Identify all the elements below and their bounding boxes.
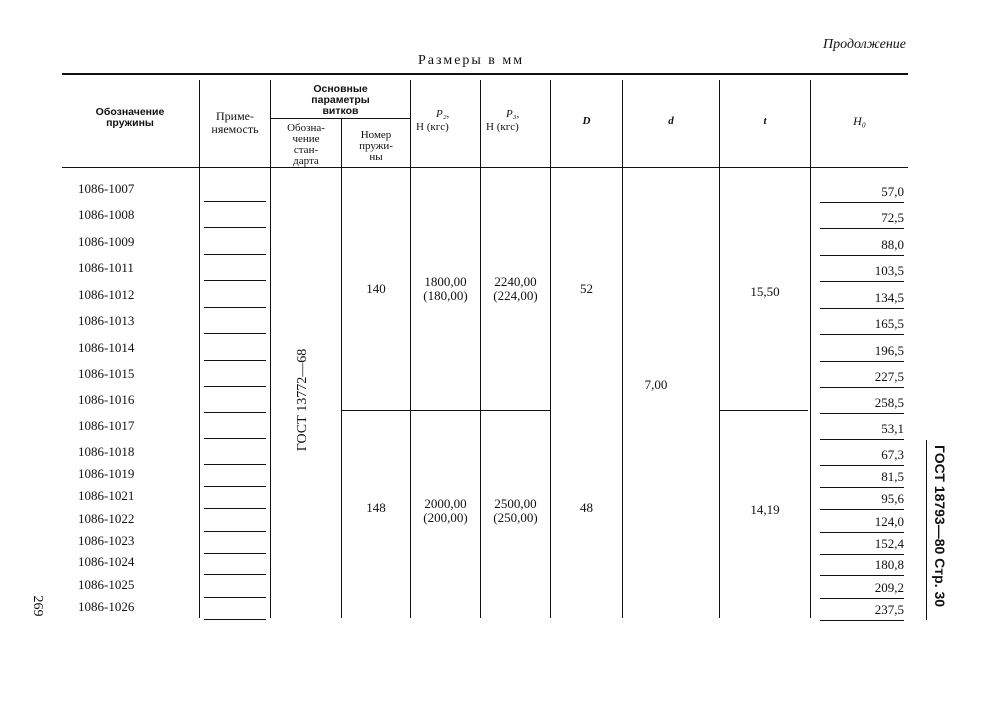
col-line [622,80,623,618]
applicability-line [204,333,266,334]
side-title: ГОСТ 18793—80 Стр. 30 [932,444,948,608]
h0-line [820,465,904,466]
header-spring-number: Номер пружи- ны [359,129,393,163]
row-h0: 124,0 [874,514,904,529]
group-divider-1 [342,410,550,411]
row-designation: 1086-1015 [78,366,135,381]
row-h0: 180,8 [874,557,904,572]
group2-D: 48 [580,500,593,515]
header-applicability: Приме- няемость [211,109,259,136]
header-designation: Обозначение пружины [95,106,165,129]
applicability-line [204,508,266,509]
row-designation: 1086-1008 [78,207,135,222]
row-h0: 67,3 [881,447,904,462]
row-h0: 57,0 [881,184,904,199]
row-h0: 165,5 [874,316,904,331]
header-bottom-rule [62,167,908,168]
header-H0: H₀ [853,114,866,128]
applicability-line [204,412,266,413]
row-designation: 1086-1021 [78,488,135,503]
row-designation: 1086-1011 [78,260,134,275]
row-designation: 1086-1016 [78,392,135,407]
continuation-label: Продолжение [823,37,906,52]
row-designation: 1086-1024 [78,554,135,569]
row-h0: 88,0 [881,237,904,252]
row-h0: 196,5 [874,343,904,358]
standard-designation: ГОСТ 13772—68 [295,348,310,452]
group2-p2: 2000,00 (200,00) [423,496,468,525]
row-designation: 1086-1025 [78,577,135,592]
units-caption: Размеры в мм [418,53,525,68]
header-std-designation: Обозна- чение стан- дарта [287,122,325,167]
row-h0: 134,5 [874,290,904,305]
h0-line [820,413,904,414]
applicability-line [204,386,266,387]
header-main-params: Основные параметры витков [311,83,370,117]
group1-spring-number: 140 [366,281,386,296]
applicability-line [204,619,266,620]
h0-line [820,228,904,229]
header-d: d [668,115,674,127]
h0-line [820,575,904,576]
h0-line [820,308,904,309]
group1-p3: 2240,00 (224,00) [493,274,538,303]
group2-p3: 2500,00 (250,00) [493,496,538,525]
header-t: t [763,115,767,127]
applicability-line [204,254,266,255]
h0-line [820,281,904,282]
col-line [810,80,811,618]
side-title-rule [926,440,927,620]
group1-p2: 1800,00 (180,00) [423,274,468,303]
h0-line [820,255,904,256]
row-designation: 1086-1012 [78,287,135,302]
group1-t: 15,50 [750,284,780,299]
header-D: D [582,115,591,127]
applicability-line [204,307,266,308]
col-line [341,119,342,618]
group1-D: 52 [580,281,593,296]
h0-line [820,620,904,621]
row-designation: 1086-1017 [78,418,135,433]
applicability-line [204,360,266,361]
group2-spring-number: 148 [366,500,386,515]
row-h0: 237,5 [874,602,904,617]
applicability-line [204,597,266,598]
row-h0: 72,5 [881,210,904,225]
row-designation: 1086-1022 [78,511,135,526]
row-h0: 152,4 [874,536,904,551]
applicability-line [204,486,266,487]
row-designation: 1086-1026 [78,599,135,614]
h0-line [820,202,904,203]
applicability-line [204,280,266,281]
applicability-line [204,201,266,202]
h0-line [820,487,904,488]
row-designation: 1086-1009 [78,234,135,249]
row-h0: 227,5 [874,369,904,384]
h0-line [820,439,904,440]
applicability-line [204,227,266,228]
page-number: 269 [30,595,45,617]
row-designation: 1086-1018 [78,444,135,459]
row-designation: 1086-1013 [78,313,135,328]
h0-line [820,334,904,335]
header-p2: P₂, Н (кгс) [416,108,450,133]
group2-t: 14,19 [750,502,780,517]
row-designation: 1086-1023 [78,533,135,548]
h0-line [820,509,904,510]
applicability-line [204,574,266,575]
row-designation: 1086-1019 [78,466,135,481]
applicability-line [204,464,266,465]
col-line [410,80,411,618]
h0-line [820,554,904,555]
group-divider-2 [720,410,808,411]
table-top-rule [62,73,908,75]
row-h0: 53,1 [881,421,904,436]
col-line [480,80,481,618]
h0-line [820,532,904,533]
h0-line [820,361,904,362]
header-sub-rule [270,118,410,119]
col-line [199,80,200,618]
row-h0: 258,5 [874,395,904,410]
col-line [719,80,720,618]
header-p3: P₃, Н (кгс) [486,108,520,133]
applicability-line [204,438,266,439]
row-h0: 209,2 [874,580,904,595]
h0-line [820,387,904,388]
h0-line [820,598,904,599]
row-h0: 95,6 [881,491,904,506]
col-line [550,80,551,618]
row-designation: 1086-1007 [78,181,135,196]
d-value: 7,00 [644,377,668,392]
row-h0: 103,5 [874,263,904,278]
row-h0: 81,5 [881,469,904,484]
applicability-line [204,553,266,554]
row-designation: 1086-1014 [78,340,135,355]
applicability-line [204,531,266,532]
